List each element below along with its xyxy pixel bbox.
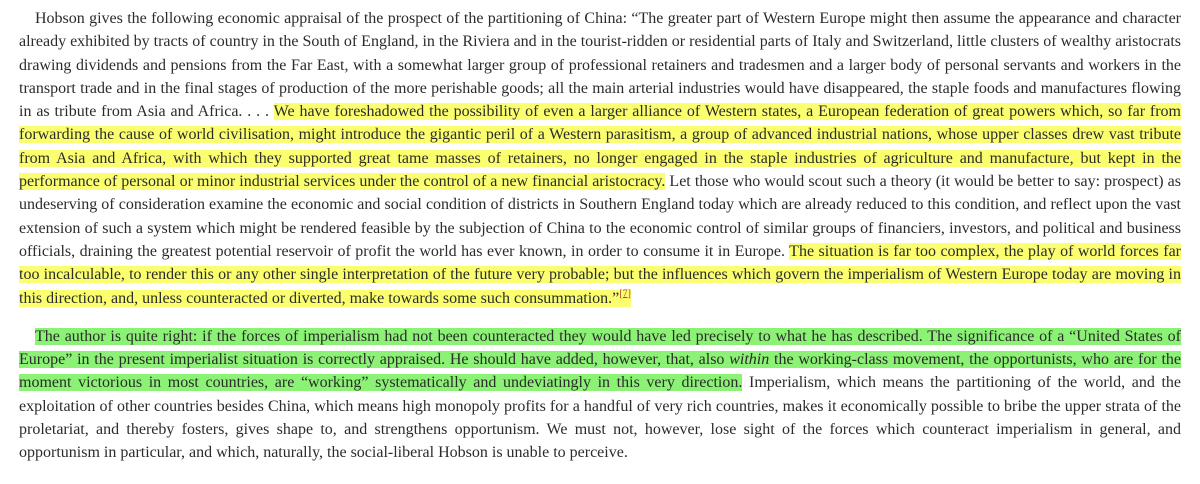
- paragraph-1-text-1: Hobson gives the following economic appraisal of the prospect of the partitioning of China: “The greater part of Western Europe might then assume the appearance and character already exhibited by tracts of country in the South of England, in the Riviera and in the tourist-ridden or residential parts of Italy and Switzerland, little clusters of wealthy aristocrats drawing dividends and pensions from the Far East, with a somewhat larger group of professional retainers and tradesmen and a larger body of personal servants and workers in the transport trade and in the final stages of production of the more perishable goods; all the main arterial industries would have disappeared, the staple foods and manufactures flowing in as tribute from Asia and Africa. . . .: [19, 10, 1181, 121]
- highlight-yellow-2-text: The situation is far too complex, the play of world forces far too incalculable, to render this or any other single interpretation of the future very probable; but the influences which govern the imperialism of Western Europe today are moving in this direction, and, unless counteracted or diverted, make towards some such consummation.”: [19, 242, 1182, 307]
- paragraph-2-text: Imperialism, which means the partitioning of the world, and the exploitation of other countries besides China, which means high monopoly profits for a handful of very rich countries, makes it economically possible to bribe the upper strata of the proletariat, and thereby fosters, gives shape to, and strengthens opportunism. We must not, however, lose sight of the forces which counteract imperialism in general, and opportunism in particular, and which, naturally, the social-liberal Hobson is unable to perceive.: [19, 374, 1181, 462]
- paragraph-1-text-2: Let those who would scout such a theory (it would be better to say: prospect) as undeserving of consideration examine the economic and social condition of districts in Southern England today which are already reduced to this condition, and reflect upon the vast extension of such a system which might be rendered feasible by the subjection of China to the economic control of similar groups of financiers, investors, and political and business officials, draining the greatest potential reservoir of profit the world has ever known, in order to consume it in Europe.: [19, 173, 1182, 260]
- highlight-green-text-b: the working-class movement, the opportunists, who are for the moment victorious in most countries, are “working” systematically and undeviatingly in this very direction.: [19, 351, 1182, 392]
- highlight-yellow-1: We have foreshadowed the possibility of even a larger alliance of Western states, a European federation of great powers which, so far from forwarding the cause of world civilisation, might introduce the gigantic peril of a Western parasitism, a group of advanced industrial nations, whose upper classes drew vast tribute from Asia and Africa, with which they supported great tame masses of retainers, no longer engaged in the staple industries of agriculture and manufacture, but kept in the performance of personal or minor industrial services under the control of a new financial aristocracy.: [19, 103, 1182, 191]
- emphasis-within: within: [729, 351, 770, 369]
- highlight-green-text-a: The author is quite right: if the forces of imperialism had not been counteracted they would have led precisely to what he has described. The significance of a “United States of Europe” in the present imperialist situation is correctly appraised. He should have added, however, that, also: [19, 327, 1181, 369]
- paragraph-commentary: [19, 325, 1181, 465]
- footnote-link[interactable]: [7]: [619, 288, 631, 300]
- paragraph-hobson-quote: [19, 7, 1181, 310]
